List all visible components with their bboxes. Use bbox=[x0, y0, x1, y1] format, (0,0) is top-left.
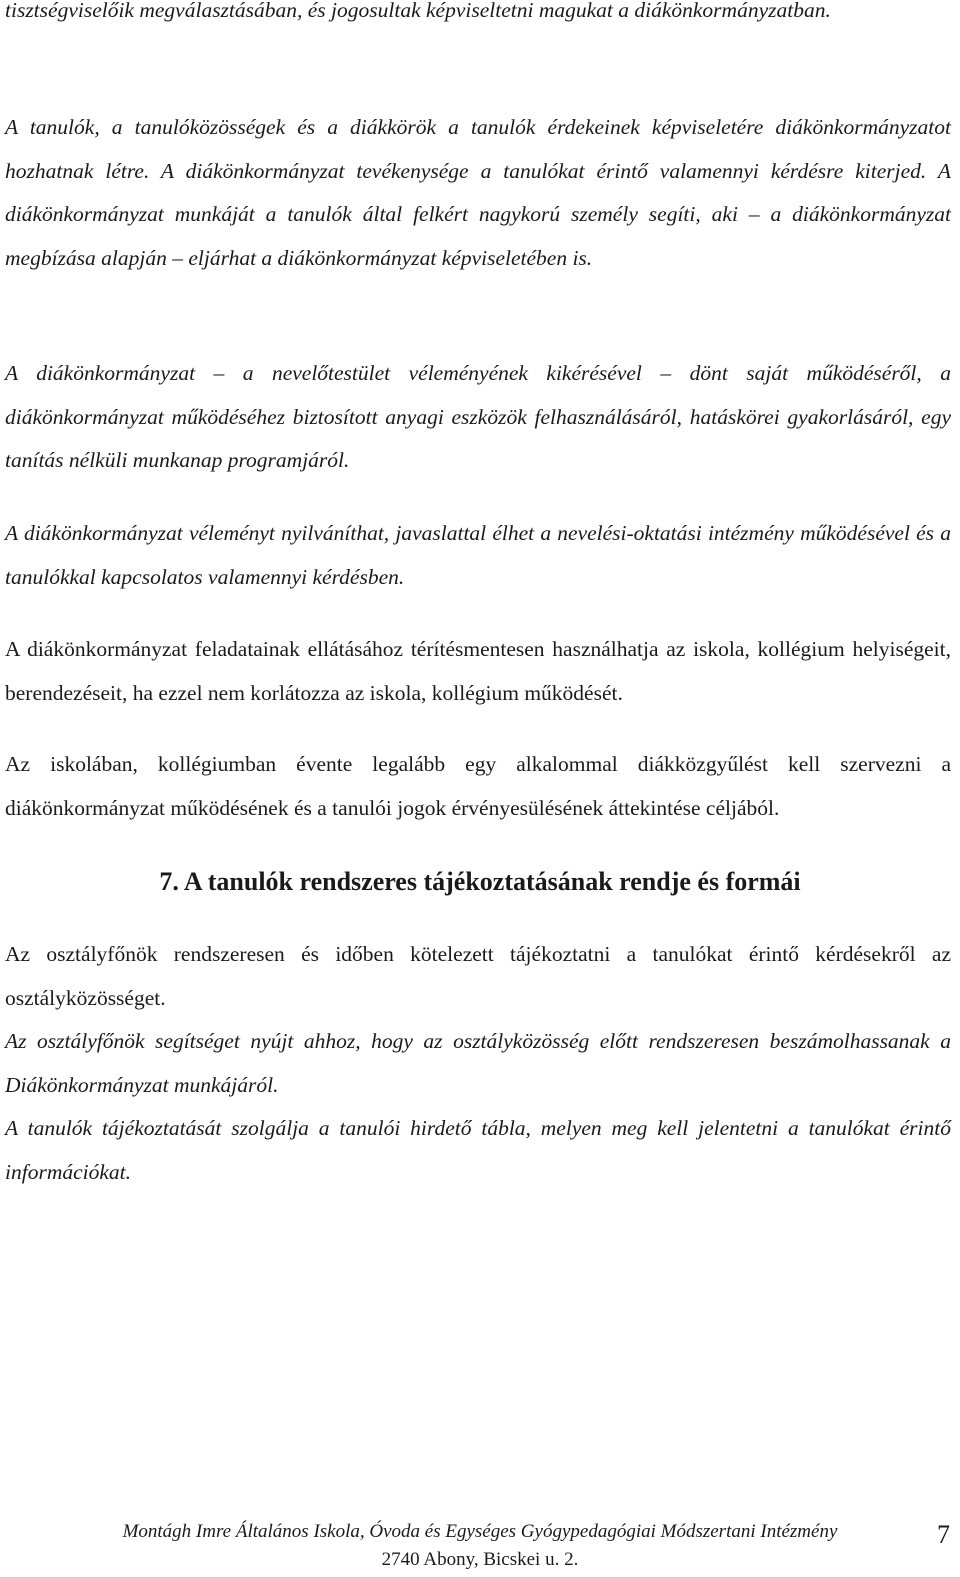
paragraph-class-teacher-helps: Az osztályfőnök segítséget nyújt ahhoz, hogy az osztályközösség előtt rendszeresen beszámolhassanak a Diákönkormányzat munkájáról. bbox=[5, 1029, 951, 1097]
paragraph-notice-board: A tanulók tájékoztatását szolgálja a tanulói hirdető tábla, melyen meg kell jelentetni a tanulókat érintő információkat. bbox=[5, 1116, 951, 1184]
page-footer bbox=[0, 1518, 960, 1574]
section-heading: 7. A tanulók rendszeres tájékoztatásának rendje és formái bbox=[159, 867, 801, 896]
page-number: 7 bbox=[937, 1520, 950, 1549]
paragraph-student-council-formation: A tanulók, a tanulóközösségek és a diákkörök a tanulók érdekeinek képviseletére diákönkormányzatot hozhatnak létre. A diákönkormányzat tevékenysége a tanulókat érintő valamennyi kérdésre kiterjed. A diákönkormányzat munkáját a tanulók által felkért nagykorú személy segíti, aki – a diákönkormányzat megbízása alapján – eljárhat a diákönkormányzat képviseletében is. bbox=[5, 115, 951, 270]
paragraph-student-council-opinion: A diákönkormányzat véleményt nyilváníthat, javaslattal élhet a nevelési-oktatási intézmény működésével és a tanulókkal kapcsolatos valamennyi kérdésben. bbox=[5, 521, 951, 589]
footer-address: 2740 Abony, Bicskei u. 2. bbox=[381, 1549, 579, 1570]
paragraph-class-teacher-informs: Az osztályfőnök rendszeresen és időben kötelezett tájékoztatni a tanulókat érintő kérdésekről az osztályközösséget. bbox=[5, 942, 951, 1010]
paragraph-continuation: tisztségviselőik megválasztásában, és jogosultak képviseltetni magukat a diákönkormányzatban. bbox=[5, 0, 831, 22]
paragraph-student-council-facilities: A diákönkormányzat feladatainak ellátásához térítésmentesen használhatja az iskola, kollégium helyiségeit, berendezéseit, ha ezzel nem korlátozza az iskola, kollégium működését. bbox=[5, 637, 951, 705]
footer-institution: Montágh Imre Általános Iskola, Óvoda és Egységes Gyógypedagógiai Módszertani Intézmény bbox=[122, 1521, 838, 1542]
paragraph-student-assembly: Az iskolában, kollégiumban évente legalább egy alkalommal diákközgyűlést kell szervezni a diákönkormányzat működésének és a tanulói jogok érvényesülésének áttekintése céljából. bbox=[5, 752, 951, 820]
paragraph-student-council-decisions: A diákönkormányzat – a nevelőtestület véleményének kikérésével – dönt saját működéséről, a diákönkormányzat működéséhez biztosított anyagi eszközök felhasználásáról, hatáskörei gyakorlásáról, egy tanítás nélküli munkanap programjáról. bbox=[5, 361, 951, 472]
